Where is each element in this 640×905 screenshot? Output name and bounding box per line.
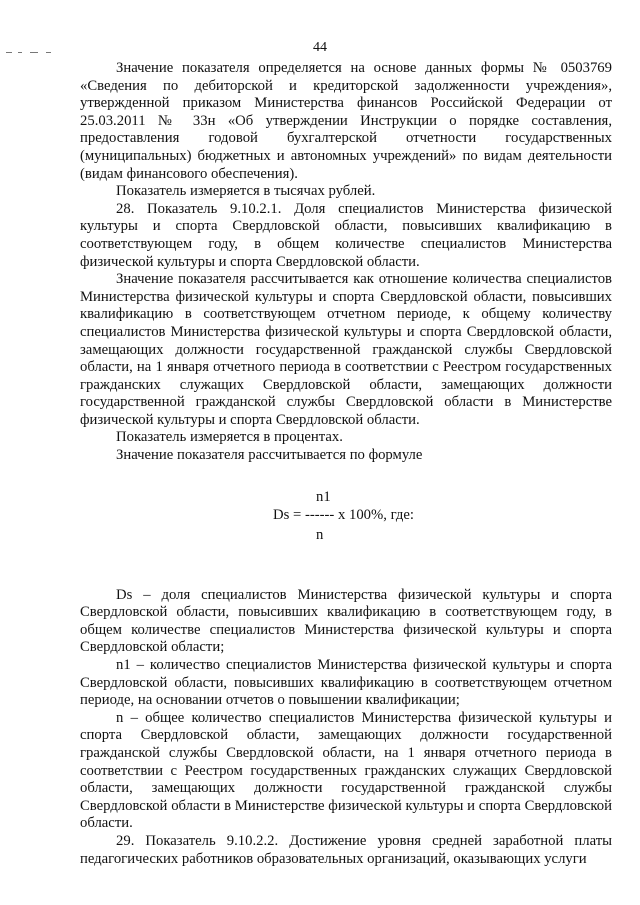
page-number: 44 <box>313 40 327 55</box>
paragraph-calculation-description: Значение показателя рассчитывается как отношение количества специалистов Министерства физической культуры и спорта Свердловской области, повысивших квалификацию в соответствующем отчетном периоде, к общему количеству специалистов Министерства физической культуры и спорта Свердловской области, замещающих должности государственной гражданской службы Свердловской области, на 1 января отчетного периода в соответствии с Реестром государственных гражданских служащих Свердловской области, замещающих должности государственной гражданской службы Свердловской области в Министерстве физической культуры и спорта Свердловской области. <box>80 271 612 428</box>
paragraph-formula-intro: Значение показателя рассчитывается по формуле <box>116 447 423 464</box>
definition-ds: Ds – доля специалистов Министерства физической культуры и спорта Свердловской области, повысивших квалификацию в соответствующем году, в общем количестве специалистов Министерства физической культуры и спорта Свердловской области; <box>80 586 612 656</box>
paragraph-units-thousand-rubles: Показатель измеряется в тысячах рублей. <box>116 183 376 200</box>
definition-n1: n1 – количество специалистов Министерства физической культуры и спорта Свердловской области, повысивших квалификацию в соответствующем отчетном периоде, на основании отчетов о повышении квалификации; <box>80 657 612 709</box>
formula-numerator: n1 <box>316 488 331 505</box>
paragraph-form-0503769: Значение показателя определяется на основе данных формы № 0503769 «Сведения по дебиторской и кредиторской задолженности учреждения», утвержденной приказом Министерства финансов Российской Федерации от 25.03.2011 № 33н «Об утверждении Инструкции о порядке составления, предоставления годовой бухгалтерской отчетности государственных (муниципальных) бюджетных и автономных учреждений» по видам деятельности (видам финансового обеспечения). <box>80 60 612 182</box>
paragraph-indicator-28: 28. Показатель 9.10.2.1. Доля специалистов Министерства физической культуры и спорта Свердловской области, повысивших квалификацию в соответствующем году, в общем количестве специалистов Министерства физической культуры и спорта Свердловской области. <box>80 200 612 270</box>
paragraph-units-percent: Показатель измеряется в процентах. <box>116 429 343 446</box>
formula-expression: Ds = ------ x 100%, где: <box>273 506 414 523</box>
formula-denominator: n <box>316 526 324 543</box>
definition-n: n – общее количество специалистов Министерства физической культуры и спорта Свердловской области, замещающих должности государственной гражданской службы Свердловской области, на 1 января отчетного периода в соответствии с Реестром государственных гражданских служащих Свердловской области, замещающих должности государственной гражданской службы Свердловской области в Министерстве физической культуры и спорта Свердловской области. <box>80 709 612 832</box>
scan-artifact <box>0 52 80 56</box>
document-body <box>80 60 612 868</box>
paragraph-indicator-29: 29. Показатель 9.10.2.2. Достижение уровня средней заработной платы педагогических работников образовательных организаций, оказывающих услуги <box>80 832 612 867</box>
formula <box>80 489 612 559</box>
